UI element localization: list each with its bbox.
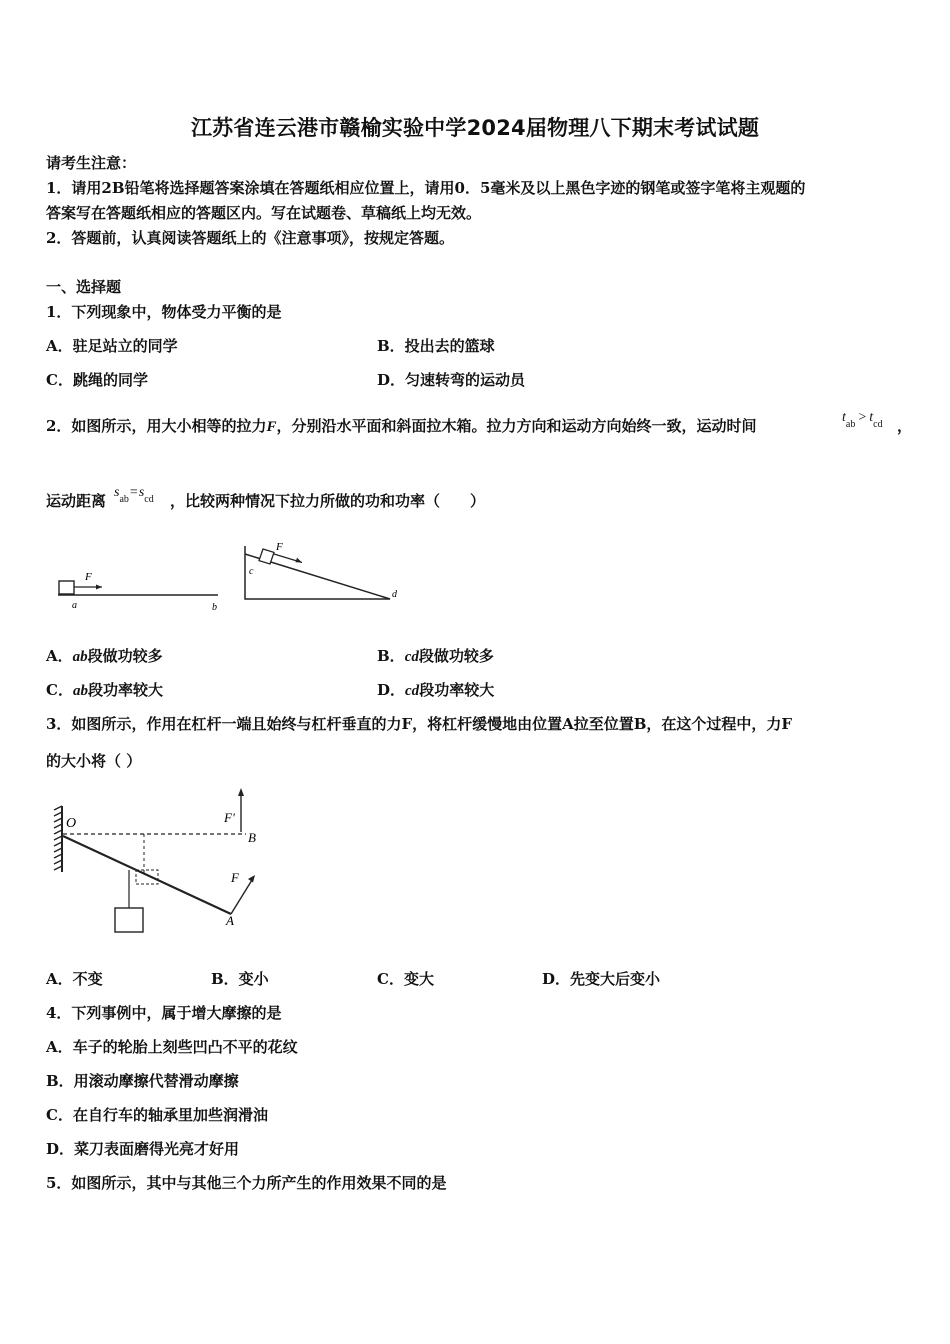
q3-stem-line1: 3．如图所示，作用在杠杆一端且始终与杠杆垂直的力F，将杠杆缓慢地由位置A拉至位置B，在这个过程中，力F [46, 715, 793, 733]
q3-label-f-prime: F' [224, 810, 235, 825]
q2-t-ab: t [842, 410, 846, 425]
page-title: 江苏省连云港市赣榆实验中学2024届物理八下期末考试试题 [190, 116, 760, 140]
q2-option-c-letter: C． [46, 681, 73, 699]
q2-eq: = [129, 485, 138, 500]
q2-option-b [377, 645, 494, 666]
q2-option-d [377, 679, 494, 700]
q2-comma: ， [897, 417, 913, 435]
q3-hanging-weight [115, 908, 143, 932]
q2-incline-diagram [245, 541, 398, 600]
q2-s-cd: s [138, 485, 145, 500]
q3-option-d: D．先变大后变小 [542, 970, 661, 988]
q4-option-d: D．菜刀表面磨得光亮才好用 [46, 1140, 240, 1158]
q2-s-cd-sub: cd [144, 494, 154, 505]
q1-option-a: A．驻足站立的同学 [46, 337, 178, 355]
q2-label-a: a [72, 600, 77, 611]
notice-heading: 请考生注意： [46, 154, 137, 172]
q2-label-f-horizontal: F [85, 571, 92, 583]
q3-force-arrow-a [231, 880, 252, 914]
q2-option-c [46, 679, 163, 700]
q3-label-f: F [231, 870, 239, 885]
q2-option-a-letter: A． [46, 647, 73, 665]
q3-label-a: A [226, 913, 234, 928]
q2-option-b-letter: B． [377, 647, 405, 665]
q4-option-b: B．用滚动摩擦代替滑动摩擦 [46, 1072, 239, 1090]
q2-option-c-text: 段功率较大 [87, 681, 163, 699]
q4-option-c: C．在自行车的轴承里加些润滑油 [46, 1106, 268, 1124]
q2-option-b-var: cd [404, 649, 419, 665]
notice-line-2: 2．答题前，认真阅读答题纸上的《注意事项》，按规定答题。 [46, 229, 454, 247]
q2-option-a [46, 645, 163, 666]
notice-line-1a: 1．请用2B铅笔将选择题答案涂填在答题纸相应位置上，请用0．5毫米及以上黑色字迹的钢笔或签字笔将主观题的 [46, 179, 806, 197]
q3-wall [54, 806, 62, 872]
q3-arrowhead-b [238, 788, 244, 796]
q3-arrowhead-a [248, 875, 255, 883]
q2-label-c: c [249, 566, 254, 577]
q2-option-c-var: ab [72, 683, 88, 699]
q1-option-c: C．跳绳的同学 [46, 371, 148, 389]
q3-option-b: B．变小 [211, 970, 269, 988]
q2-force-symbol: F [266, 419, 277, 435]
q2-option-a-text: 段做功较多 [87, 647, 163, 665]
q3-label-o: O [66, 816, 77, 831]
q1-stem: 1．下列现象中，物体受力平衡的是 [46, 303, 282, 321]
q2-distance-relation [114, 481, 154, 505]
q2-arrowhead-horizontal [96, 585, 102, 590]
q2-stem-line1 [46, 415, 756, 436]
q2-stem-line2-a: 运动距离 [46, 492, 107, 510]
q1-option-d: D．匀速转弯的运动员 [377, 371, 526, 389]
q3-stem-line2: 的大小将（ ） [46, 752, 142, 770]
q3-wall-hatch [54, 806, 62, 870]
q2-option-d-text: 段功率较大 [419, 681, 495, 699]
q4-option-a: A．车子的轮胎上刻些凹凸不平的花纹 [46, 1038, 298, 1056]
section-heading: 一、选择题 [46, 278, 122, 296]
q2-t-cd: t [869, 410, 874, 425]
q2-s-ab-sub: ab [119, 494, 129, 505]
q2-label-f-incline: F [276, 541, 283, 553]
q3-option-a: A．不变 [46, 970, 103, 988]
q2-option-b-text: 段做功较多 [418, 647, 494, 665]
q1-option-b: B．投出去的篮球 [377, 337, 495, 355]
q2-arrowhead-incline [296, 558, 303, 563]
q2-horizontal-diagram [58, 571, 218, 613]
q2-label-b: b [212, 602, 217, 613]
q2-stem-part1: 2．如图所示，用大小相等的拉力 [46, 417, 267, 435]
q2-t-ab-sub: ab [845, 419, 856, 430]
q3-figure [48, 782, 278, 942]
q2-stem-line2-b: ，比较两种情况下拉力所做的功和功率（ ） [170, 492, 486, 510]
q3-lever-position-a [63, 836, 231, 914]
q5-stem: 5．如图所示，其中与其他三个力所产生的作用效果不同的是 [46, 1174, 447, 1192]
q2-s-ab: s [114, 485, 120, 500]
q2-box-horizontal [59, 581, 74, 594]
q3-label-b: B [248, 830, 256, 845]
q2-gt: > [858, 410, 867, 425]
q3-option-c: C．变大 [377, 970, 434, 988]
q2-label-d: d [392, 589, 397, 600]
q2-option-d-var: cd [405, 683, 420, 699]
q2-option-a-var: ab [72, 649, 88, 665]
q2-figure [40, 540, 420, 620]
q2-option-d-letter: D． [377, 681, 406, 699]
q2-time-relation [842, 406, 883, 430]
q2-stem-part2: ，分别沿水平面和斜面拉木箱。拉力方向和运动方向始终一致，运动时间 [276, 417, 757, 435]
q4-stem: 4．下列事例中，属于增大摩擦的是 [46, 1004, 282, 1022]
q2-t-cd-sub: cd [873, 419, 883, 430]
notice-line-1b: 答案写在答题纸相应的答题区内。写在试题卷、草稿纸上均无效。 [46, 204, 482, 222]
